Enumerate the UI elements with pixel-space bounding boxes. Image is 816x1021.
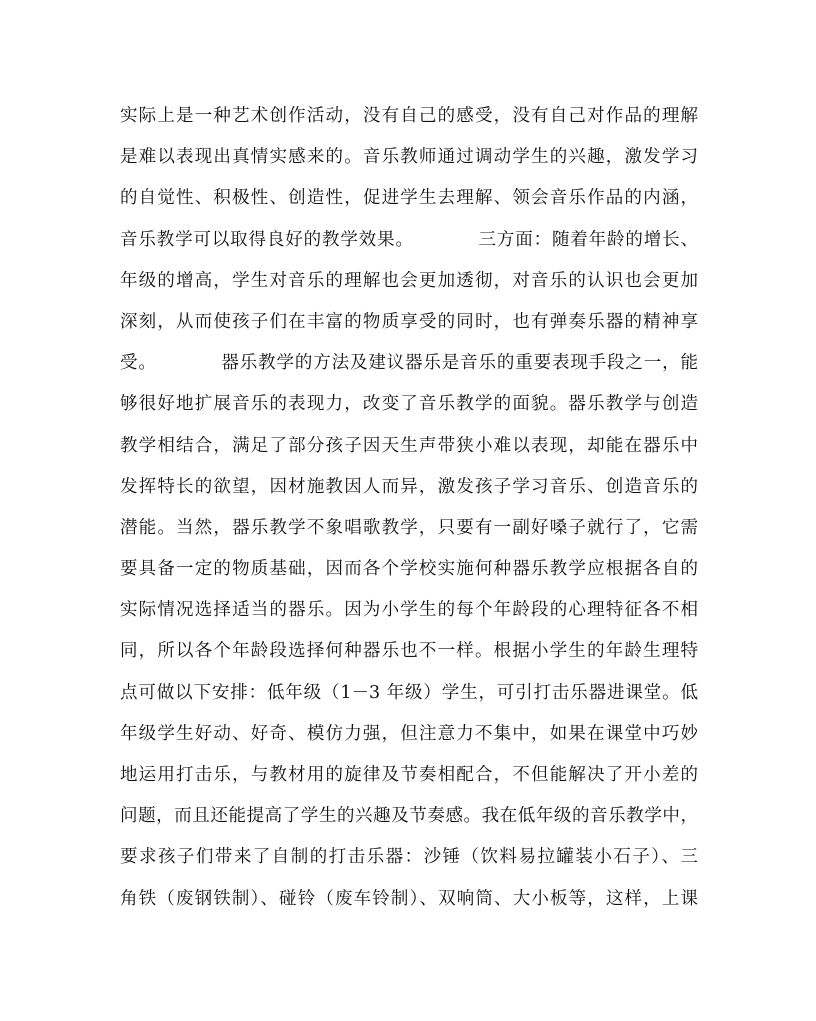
text-line: 年级的增高，学生对音乐的理解也会更加透彻，对音乐的认识也会更加 <box>120 270 698 291</box>
text-line: 实际情况选择适当的器乐。因为小学生的每个年龄段的心理特征各不相 <box>120 600 698 621</box>
text-line: 要求孩子们带来了自制的打击乐器：沙锤（饮料易拉罐装小石子）、三 <box>120 847 698 868</box>
text-line: 要具备一定的物质基础，因而各个学校实施何种器乐教学应根据各自的 <box>120 559 698 580</box>
text-line: 潜能。当然，器乐教学不象唱歌教学，只要有一副好嗓子就行了，它需 <box>120 517 698 538</box>
text-line: 发挥特长的欲望，因材施教因人而异，激发孩子学习音乐、创造音乐的 <box>120 476 698 497</box>
text-line: 受。 器乐教学的方法及建议器乐是音乐的重要表现手段之一，能 <box>120 353 698 374</box>
text-line: 音乐教学可以取得良好的教学效果。 三方面：随着年龄的增长、 <box>120 229 698 250</box>
text-line: 问题，而且还能提高了学生的兴趣及节奏感。我在低年级的音乐教学中， <box>120 806 698 827</box>
text-line: 是难以表现出真情实感来的。音乐教师通过调动学生的兴趣，激发学习 <box>120 147 698 168</box>
text-line: 深刻，从而使孩子们在丰富的物质享受的同时，也有弹奏乐器的精神享 <box>120 311 698 332</box>
text-line: 同，所以各个年龄段选择何种器乐也不一样。根据小学生的年龄生理特 <box>120 641 698 662</box>
text-line: 够很好地扩展音乐的表现力，改变了音乐教学的面貌。器乐教学与创造 <box>120 394 698 415</box>
text-line: 年级学生好动、好奇、模仿力强，但注意力不集中，如果在课堂中巧妙 <box>120 723 698 744</box>
text-line: 教学相结合，满足了部分孩子因天生声带狭小难以表现，却能在器乐中 <box>120 435 698 456</box>
text-line: 的自觉性、积极性、创造性，促进学生去理解、领会音乐作品的内涵， <box>120 188 698 209</box>
text-line: 实际上是一种艺术创作活动，没有自己的感受，没有自己对作品的理解 <box>120 106 698 126</box>
text-line: 角铁（废钢铁制）、碰铃（废车铃制）、双响筒、大小板等，这样，上课 <box>120 888 698 909</box>
body-text <box>120 96 698 920</box>
text-line: 点可做以下安排：低年级（1－3 年级）学生，可引打击乐器进课堂。低 <box>120 682 698 703</box>
text-line: 地运用打击乐，与教材用的旋律及节奏相配合，不但能解决了开小差的 <box>120 765 698 785</box>
